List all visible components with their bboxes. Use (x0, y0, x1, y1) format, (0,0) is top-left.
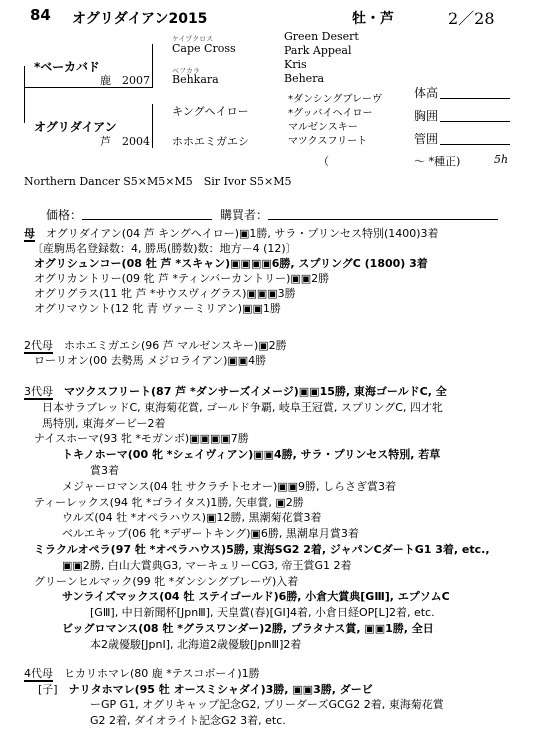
dam-label: 母 (24, 227, 35, 240)
progeny-item: オグリグラス(11 牝 芦 *サウスヴィグラス)▣▣▣3勝 (34, 287, 296, 300)
dam-dam: ホホエミガエシ (172, 135, 249, 148)
height-label: 体高 (414, 86, 439, 100)
lot-number: 84 (30, 6, 51, 24)
sex-color: 牡・芦 (352, 11, 394, 27)
progeny-item: オグリシュンコー(08 牡 芦 *スキャン)▣▣▣▣6勝, スプリングC (1800) 3着 (34, 257, 428, 270)
cannon-label: 管囲 (414, 132, 439, 146)
sire-sire: Cape Cross (172, 42, 236, 55)
price-label: 価格： (46, 208, 83, 222)
sire-info: 鹿 2007 (100, 74, 150, 87)
gen3-section: 3代母 マツクスフリート(87 芦 *ダンサーズイメージ)▣▣15勝, 東海ゴールドC, 全 日本サラブレッドC, 東海菊花賞, ゴールド争覇, 岐阜王冠賞, スプリングC, 四才牝 馬特別, 東海ダービー2着 ナイスホーマ(93 牝 *モガンボ)▣▣▣▣7勝 トキノホーマ(00 牝 *シェイヴィアン)▣▣4勝, サラ・プリンセス特別, 若草 賞3着 メジャーロマンス(04 牡 サクラチトセオー)▣▣9勝, しらさぎ賞3着 ティーレックス(94 牝 *ゴライタス)1勝, 矢車賞, ▣2勝 ウルズ(04 牡 *オペラハウス)▣12勝, 黒潮菊花賞3着 ベルエキップ(06 牝 *デザートキング)▣6勝, 黒潮皐月賞3着 ミラクルオペラ(97 牡 *オペラハウス)5勝, 東海SG2 2着, ジャパンCダートG1 3着, etc., ▣▣2勝, 白山大賞典G3, マーキュリーCG3, 帝王賞G1 2着 グリーンヒルマック(99 牝 *ダンシングブレーヴ)入着 サンライズマックス(04 牡 ステイゴールド)6勝, 小倉大賞典[GⅢ], エプソムC [GⅢ], 中日新聞杯[JpnⅢ], 天皇賞(春)[GⅠ]4着, 小倉日経OP[L]2着, etc. ビッグロマンス(08 牡 *グラスワンダー)2勝, プラタナス賞, ▣▣1勝, 全日 本2歳優駿[JpnⅠ], 北海道2歳優駿[JpnⅢ]2着 (24, 385, 490, 651)
sire-dam: Behkara (172, 73, 219, 86)
dam-name: オグリダイアン (34, 120, 117, 134)
dam-section: 母 オグリダイアン(04 芦 キングヘイロー)▣1勝, サラ・プリンセス特別(1400)3着 〔産駒馬名登録数：4, 勝馬(勝数)数：地方－4 (12)〕 オグリシュンコー(08 牡 芦 *スキャン)▣▣▣▣6勝, スプリングC (1800) 3着 オグリカントリー(09 牝 芦 *ティンバーカントリー)▣▣2勝 オグリグラス(11 牝 芦 *サウスヴィグラス)▣▣▣3勝 オグリマウント(12 牝 青 ヴァーミリアン)▣▣1勝 (24, 227, 439, 315)
sire-name: *ベーカバド (34, 60, 100, 74)
gen3-list-dam: *ダンシングブレーヴ *グッバイヘイロー マルゼンスキー マツクスフリート (288, 94, 382, 147)
gen3-list: Green Desert Park Appeal Kris Behera (284, 30, 359, 85)
birth-date: 2／28 (448, 9, 495, 28)
dam-sire: キングヘイロー (172, 105, 249, 118)
progeny-item: オグリカントリー(09 牝 芦 *ティンバーカントリー)▣▣2勝 (34, 272, 330, 285)
chest-label: 胸囲 (414, 109, 439, 123)
horse-title: オグリダイアン2015 (72, 11, 208, 27)
inbreeding-cross: Northern Dancer S5×M5×M5 Sir Ivor S5×M5 (24, 175, 292, 188)
gen4-section: 4代母 ヒカリホマレ(80 鹿 *テスコボーイ)1勝 [子] ナリタホマレ(95 牡 オースミシャダイ)3勝, ▣▣3勝, ダービ ーGP G1, オグリキャップ記念G2, ブリーダーズGCG2 2着, 東海菊花賞 G2 2着, ダイオライト記念G2 3着, etc. (24, 667, 444, 727)
progeny-item: オグリマウント(12 牝 青 ヴァーミリアン)▣▣1勝 (34, 302, 281, 315)
gen2-section: 2代母 ホホエミガエシ(96 芦 マルゼンスキー)▣2勝 ローリオン(00 去勢馬 メジロライアン)▣▣4勝 (24, 339, 287, 367)
dam-info: 芦 2004 (100, 135, 150, 148)
buyer-label: 購買者： (220, 208, 269, 222)
